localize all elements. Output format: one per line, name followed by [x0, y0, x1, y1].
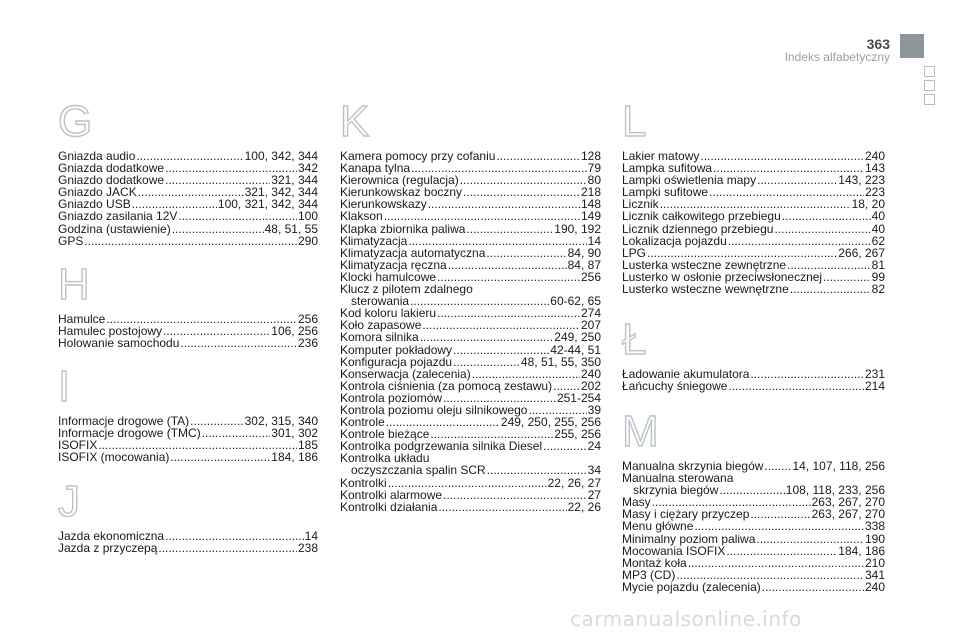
entry-pages: 42-44, 51: [550, 342, 601, 357]
entry-label: Mycie pojazdu (zalecenia): [622, 579, 761, 594]
entry-pages: 190, 192: [554, 221, 601, 236]
entry-pages: 108, 118, 233, 256: [785, 483, 885, 498]
entry-label: Koło zapasowe: [340, 318, 422, 333]
entry-label: Klimatyzacja: [340, 233, 408, 248]
index-entry[interactable]: [58, 427, 318, 439]
entry-pages: 263, 267, 270: [811, 495, 885, 510]
entry-label: Kierunkowskaz boczny: [340, 185, 463, 200]
section-tab-box: [924, 80, 935, 91]
entry-pages: 240: [864, 149, 885, 163]
entry-label: Licznik dziennego przebiegu: [622, 221, 774, 236]
entry-pages: 302, 315, 340: [244, 414, 318, 428]
entry-pages: 190: [864, 531, 885, 546]
entry-pages: 321, 344: [271, 173, 318, 188]
index-entry-list: [58, 150, 318, 247]
section-letter: Ł: [622, 315, 647, 364]
index-section: [622, 97, 885, 297]
index-section: [622, 407, 885, 594]
entry-label: Kontrolki: [340, 475, 387, 490]
dot-leader: [764, 460, 791, 472]
entry-pages: 62: [871, 233, 885, 248]
dot-leader: [688, 557, 864, 569]
entry-label: Kod koloru lakieru: [340, 306, 437, 321]
entry-label: Gniazda dodatkowe: [58, 161, 165, 176]
dot-leader: [428, 198, 580, 210]
entry-pages: 321, 342, 344: [244, 185, 318, 200]
dot-leader: [384, 210, 580, 222]
dot-leader: [170, 451, 270, 463]
entry-pages: 128: [580, 149, 601, 163]
entry-label: Gniazda audio: [58, 149, 136, 163]
index-entry[interactable]: [340, 501, 601, 513]
dot-leader: [694, 520, 864, 532]
entry-pages: 184, 186: [838, 543, 885, 558]
index-entry[interactable]: [622, 283, 885, 295]
entry-label: Konserwacja (zalecenia): [340, 366, 471, 381]
entry-label: Gniazdo JACK: [58, 185, 137, 200]
entry-label: Lusterko w osłonie przeciwsłonecznej: [622, 269, 823, 284]
entry-pages: 240: [864, 579, 885, 594]
entry-label: Masy i ciężary przyczep: [622, 507, 750, 522]
dot-leader: [460, 174, 587, 186]
index-entry[interactable]: [340, 210, 601, 222]
entry-pages: 40: [871, 209, 885, 224]
entry-label: Lokalizacja pojazdu: [622, 233, 727, 248]
index-entry[interactable]: [622, 223, 885, 235]
entry-label: Holowanie samochodu: [58, 336, 180, 351]
entry-label: Kierownica (regulacja): [340, 173, 459, 188]
entry-label: Łańcuchy śniegowe: [622, 379, 728, 394]
dot-leader: [463, 186, 580, 198]
index-entry[interactable]: [340, 223, 601, 235]
index-entry[interactable]: [622, 520, 885, 532]
index-entry[interactable]: [58, 235, 318, 247]
entry-pages: 256: [297, 312, 318, 326]
index-entry[interactable]: [58, 542, 318, 554]
entry-pages: 290: [297, 233, 318, 248]
index-entry[interactable]: [340, 356, 601, 368]
entry-label: Gniazdo zasilania 12V: [58, 209, 178, 224]
dot-leader: [790, 283, 871, 295]
dot-leader: [84, 235, 297, 247]
entry-label: Klimatyzacja automatyczna: [340, 245, 486, 260]
section-tab-marker: [900, 34, 924, 58]
entry-pages: 266, 267: [838, 245, 885, 260]
dot-leader: [756, 533, 864, 545]
entry-label: Kanapa tylna: [340, 161, 411, 176]
entry-pages: 148: [580, 197, 601, 212]
entry-pages: 14, 107, 118, 256: [792, 459, 885, 473]
entry-label: Klocki hamulcowe: [340, 269, 437, 284]
dot-leader: [466, 223, 553, 235]
dot-leader: [420, 331, 554, 343]
dot-leader: [448, 259, 567, 271]
entry-label: GPS: [58, 233, 84, 248]
index-entry[interactable]: [622, 380, 885, 392]
entry-pages: 338: [864, 519, 885, 534]
section-letter: M: [622, 407, 659, 456]
entry-label: Komputer pokładowy: [340, 342, 453, 357]
page-section-title: Indeks alfabetyczny: [784, 50, 890, 64]
section-tab-box: [924, 66, 935, 77]
entry-pages: 80: [587, 173, 601, 188]
index-entry[interactable]: [622, 581, 885, 593]
entry-label: Informacje drogowe (TA): [58, 414, 190, 428]
entry-pages: 240: [580, 366, 601, 381]
dot-leader: [726, 545, 837, 557]
entry-label: Mocowania ISOFIX: [622, 543, 726, 558]
dot-leader: [728, 235, 871, 247]
dot-leader: [496, 150, 580, 162]
entry-pages: 143, 223: [838, 173, 885, 188]
entry-pages: 99: [871, 269, 885, 284]
index-entry[interactable]: [340, 368, 601, 380]
entry-label: Kontrole: [340, 415, 385, 430]
entry-pages: 238: [297, 541, 318, 556]
index-section: [58, 97, 318, 248]
index-entry-list: [622, 460, 885, 593]
index-entry[interactable]: [58, 451, 318, 463]
index-entry[interactable]: [58, 210, 318, 222]
entry-pages: 22, 26, 27: [547, 475, 601, 490]
index-entry[interactable]: [622, 545, 885, 557]
entry-pages: 210: [864, 555, 885, 570]
entry-label: Kontrola poziomów: [340, 390, 443, 405]
dot-leader: [408, 235, 586, 247]
section-letter: I: [58, 362, 71, 411]
entry-label: Minimalny poziom paliwa: [622, 531, 756, 546]
index-section: [58, 260, 318, 351]
dot-leader: [202, 427, 271, 439]
entry-pages: 106, 256: [271, 324, 318, 339]
index-entry[interactable]: [622, 533, 885, 545]
entry-pages: 256: [580, 269, 601, 284]
entry-pages: 27: [587, 487, 601, 502]
entry-label: Kontrola poziomu oleju silnikowego: [340, 402, 528, 417]
section-letter: K: [340, 97, 370, 146]
index-entry[interactable]: [340, 464, 601, 476]
dot-leader: [438, 501, 566, 513]
entry-pages: 249, 250: [554, 330, 601, 345]
entry-pages: 100: [297, 209, 318, 224]
entry-label: Lusterko wsteczne wewnętrzne: [622, 282, 789, 297]
entry-label: Kierunkowskazy: [340, 197, 427, 212]
dot-leader: [719, 484, 784, 496]
entry-label: Kontrole bieżące: [340, 427, 430, 442]
entry-pages: 218: [580, 185, 601, 200]
dot-leader: [165, 530, 304, 542]
dot-leader: [728, 380, 864, 392]
entry-label: Klapka zbiornika paliwa: [340, 221, 466, 236]
dot-leader: [487, 464, 587, 476]
entry-pages: 231: [864, 367, 885, 381]
entry-pages: 22, 26: [567, 499, 601, 514]
entry-label: MP3 (CD): [622, 567, 676, 582]
entry-pages: 184, 186: [271, 450, 318, 465]
entry-pages: 18, 20: [851, 197, 885, 212]
index-entry[interactable]: [340, 489, 601, 501]
index-entry[interactable]: Kontrolka układu: [340, 451, 430, 466]
dot-leader: [443, 489, 587, 501]
entry-pages: 82: [871, 282, 885, 297]
dot-leader: [172, 223, 264, 235]
dot-leader: [823, 271, 871, 283]
entry-label: Jazda ekonomiczna: [58, 529, 165, 543]
index-entry-list: [58, 415, 318, 463]
index-entry[interactable]: [622, 235, 885, 247]
entry-pages: 202: [580, 378, 601, 393]
index-entry-list: [58, 313, 318, 349]
index-entry[interactable]: [622, 186, 885, 198]
watermark-text: carmanualsonline.info: [570, 607, 802, 631]
entry-pages: 207: [580, 318, 601, 333]
entry-label: ISOFIX: [58, 438, 98, 453]
entry-pages: 40: [871, 221, 885, 236]
entry-label: sterowania: [351, 294, 410, 309]
entry-label: ISOFIX (mocowania): [58, 450, 170, 465]
index-entry[interactable]: [58, 337, 318, 349]
entry-pages: 14: [587, 233, 601, 248]
index-entry[interactable]: Klucz z pilotem zdalnego: [340, 282, 473, 297]
dot-leader: [750, 368, 864, 380]
entry-pages: 84, 90: [567, 245, 601, 260]
section-tab-box: [924, 94, 935, 105]
entry-pages: 301, 302: [271, 426, 318, 441]
entry-pages: 263, 267, 270: [811, 507, 885, 522]
entry-label: Komora silnika: [340, 330, 419, 345]
entry-label: Menu główne: [622, 519, 694, 534]
index-entry-list: [622, 150, 885, 295]
entry-pages: 185: [297, 438, 318, 453]
dot-leader: [178, 210, 297, 222]
entry-label: Informacje drogowe (TMC): [58, 426, 201, 441]
section-letter: J: [58, 477, 80, 526]
entry-pages: 84, 87: [567, 257, 601, 272]
index-entry-list: [340, 150, 601, 513]
dot-leader: [750, 508, 810, 520]
section-letter: G: [58, 97, 93, 146]
index-section: [58, 477, 318, 556]
dot-leader: [774, 223, 870, 235]
entry-label: Ładowanie akumulatora: [622, 367, 750, 381]
entry-pages: 251-254: [556, 390, 601, 405]
entry-label: Kontrolki alarmowe: [340, 487, 443, 502]
entry-label: Lampki oświetlenia mapy: [622, 173, 757, 188]
entry-label: Godzina (ustawienie): [58, 221, 171, 236]
entry-label: Klimatyzacja ręczna: [340, 257, 447, 272]
entry-pages: 236: [297, 336, 318, 351]
dot-leader: [437, 307, 580, 319]
entry-pages: 342: [297, 161, 318, 176]
entry-label: Montaż koła: [622, 555, 687, 570]
index-entry[interactable]: [340, 344, 601, 356]
entry-label: Hamulec postojowy: [58, 324, 163, 339]
entry-pages: 223: [864, 185, 885, 200]
index-entry[interactable]: [340, 331, 601, 343]
entry-pages: 214: [864, 379, 885, 394]
entry-label: Masy: [622, 495, 651, 510]
entry-label: Hamulce: [58, 312, 106, 326]
dot-leader: [158, 542, 297, 554]
entry-pages: 274: [580, 306, 601, 321]
entry-pages: 143: [864, 161, 885, 176]
entry-label: skrzynia biegów: [633, 483, 719, 498]
entry-pages: 14: [304, 529, 318, 543]
index-entry[interactable]: [340, 477, 601, 489]
index-entry[interactable]: [622, 210, 885, 222]
dot-leader: [757, 174, 837, 186]
section-letter: L: [622, 97, 647, 146]
index-entry[interactable]: Manualna sterowana: [622, 471, 734, 486]
entry-label: Lakier matowy: [622, 149, 700, 163]
entry-pages: 249, 250, 255, 256: [500, 415, 601, 430]
dot-leader: [472, 368, 580, 380]
entry-label: Lampki sufitowe: [622, 185, 709, 200]
index-entry[interactable]: [58, 223, 318, 235]
dot-leader: [180, 337, 297, 349]
entry-pages: 39: [587, 402, 601, 417]
entry-label: Kontrolka podgrzewania silnika Diesel: [340, 439, 543, 454]
entry-label: Gniazdo USB: [58, 197, 131, 212]
dot-leader: [453, 356, 520, 368]
page-number: 363: [866, 36, 890, 52]
entry-pages: 48, 51, 55, 350: [520, 354, 601, 369]
dot-leader: [453, 344, 549, 356]
index-section: [622, 315, 885, 394]
entry-label: Gniazdo dodatkowe: [58, 173, 165, 188]
entry-label: Kamera pomocy przy cofaniu: [340, 149, 496, 163]
entry-pages: 81: [871, 257, 885, 272]
entry-label: Kontrolki działania: [340, 499, 438, 514]
entry-label: Manualna skrzynia biegów: [622, 459, 764, 473]
entry-pages: 149: [580, 209, 601, 224]
dot-leader: [709, 186, 864, 198]
entry-pages: 60-62, 65: [550, 294, 601, 309]
entry-pages: 100, 321, 342, 344: [217, 197, 318, 212]
dot-leader: [163, 325, 270, 337]
entry-label: Lampka sufitowa: [622, 161, 713, 176]
section-letter: H: [58, 260, 90, 309]
dot-leader: [388, 477, 547, 489]
entry-label: Licznik całkowitego przebiegu: [622, 209, 781, 224]
entry-label: Kontrola ciśnienia (za pomocą zestawu): [340, 378, 553, 393]
entry-pages: 341: [864, 567, 885, 582]
entry-label: Jazda z przyczepą: [58, 541, 158, 556]
entry-pages: 48, 51, 55: [264, 221, 318, 236]
dot-leader: [700, 150, 864, 162]
entry-label: Lusterka wsteczne zewnętrzne: [622, 257, 787, 272]
dot-leader: [543, 440, 587, 452]
entry-pages: 79: [587, 161, 601, 176]
entry-label: Licznik: [622, 197, 659, 212]
index-entry-list: [622, 368, 885, 392]
entry-pages: 34: [587, 463, 601, 478]
dot-leader: [486, 247, 566, 259]
index-entry-list: [58, 530, 318, 554]
entry-pages: 100, 342, 344: [244, 149, 318, 163]
entry-label: Konfiguracja pojazdu: [340, 354, 453, 369]
entry-pages: 255, 256: [554, 427, 601, 442]
dot-leader: [762, 581, 864, 593]
dot-leader: [782, 210, 871, 222]
index-section: [340, 97, 601, 514]
index-entry[interactable]: [340, 235, 601, 247]
entry-label: oczyszczania spalin SCR: [351, 463, 486, 478]
entry-pages: 24: [587, 439, 601, 454]
index-section: [58, 362, 318, 465]
entry-label: LPG: [622, 245, 647, 260]
entry-label: Klakson: [340, 209, 383, 224]
